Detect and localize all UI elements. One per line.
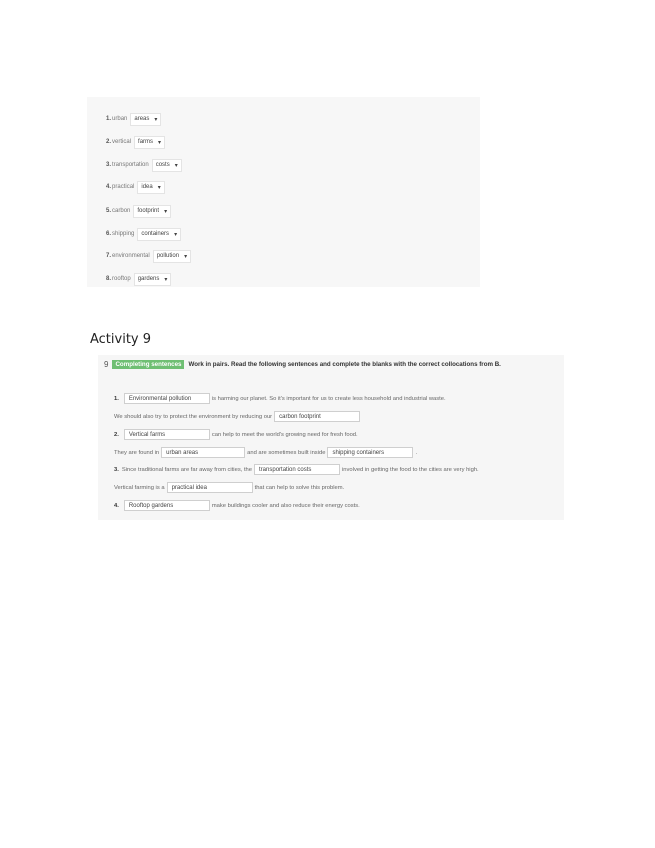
item-number: 3. [106,162,112,168]
answer-select[interactable] [152,159,182,172]
answer-select[interactable] [153,250,191,263]
item-label: practical [112,184,135,190]
chevron-down-icon: ▾ [164,276,168,283]
answer-select[interactable] [137,228,181,241]
item-label: rooftop [112,276,131,282]
selected-value: pollution [156,253,180,259]
sentence-text: make buildings cooler and also reduce their energy costs. [211,502,360,509]
activity-heading: Activity 9 [90,332,152,347]
sentence-text: They are found in [114,449,160,456]
selected-value: footprint [137,208,160,214]
sentence-text: involved in getting the food to the cities are very high. [342,466,479,473]
exercise-header [104,360,501,369]
exercise-number: 9 [104,360,109,369]
selected-value: farms [138,139,154,145]
item-label: shipping [112,231,135,237]
item-number: 1. [106,116,112,122]
sentence-number: 4. [114,502,119,509]
answer-field[interactable]: Environmental pollution [124,393,210,404]
chevron-down-icon: ▾ [154,116,158,123]
answer-field[interactable]: practical idea [167,482,253,493]
sentence-number: 1. [114,395,119,402]
answer-field[interactable]: carbon footprint [274,411,360,422]
chevron-down-icon: ▾ [157,184,161,191]
sentence-text: that can help to solve this problem. [254,484,345,491]
item-label: vertical [112,139,132,145]
sentence-1 [114,393,446,404]
list-item [106,204,171,218]
item-number: 4. [106,184,112,190]
answer-select[interactable] [134,273,172,286]
selected-value: containers [141,231,170,237]
sentence-number: 3. [114,466,119,473]
selected-value: costs [155,162,170,168]
answer-field[interactable]: Rooftop gardens [124,500,210,511]
sentence-2b [114,447,417,458]
sentence-text: can help to meet the world's growing need for fresh food. [211,431,358,438]
list-item [106,112,161,126]
chevron-down-icon: ▾ [184,253,188,260]
item-number: 7. [106,253,112,259]
item-number: 6. [106,231,112,237]
item-label: carbon [112,208,131,214]
list-item [106,249,191,263]
answer-field[interactable]: shipping containers [327,447,413,458]
item-number: 8. [106,276,112,282]
list-item [106,227,181,241]
answer-select[interactable] [134,136,165,149]
list-item [106,272,171,286]
selected-value: areas [134,116,150,122]
item-label: urban [112,116,128,122]
list-item [106,158,182,172]
item-number: 2. [106,139,112,145]
sentence-2 [114,429,358,440]
item-label: transportation [112,162,149,168]
sentence-text: We should also try to protect the environment by reducing our [114,413,273,420]
sentence-text: . [415,449,418,456]
sentence-3b [114,482,344,493]
chevron-down-icon: ▾ [174,162,178,169]
sentence-4 [114,500,360,511]
collocation-rows [87,97,480,287]
sentence-number: 2. [114,431,119,438]
sentence-text: Since traditional farms are far away from cities, the [121,466,253,473]
answer-select[interactable] [137,181,164,194]
sentence-text: is harming our planet. So it's important for us to create less household and industrial waste. [211,395,446,402]
sentence-text: and are sometimes built inside [247,449,326,456]
answer-field[interactable]: Vertical farms [124,429,210,440]
item-number: 5. [106,208,112,214]
selected-value: idea [141,184,153,190]
sentence-text: Vertical farming is a [114,484,165,491]
sentence-3 [114,464,479,475]
selected-value: gardens [137,276,160,282]
answer-field[interactable]: transportation costs [254,464,340,475]
chevron-down-icon: ▾ [158,139,162,146]
exercise-tag: Completing sentences [112,360,184,369]
chevron-down-icon: ▾ [174,231,178,238]
answer-select[interactable] [133,205,171,218]
answer-select[interactable] [130,113,161,126]
answer-field[interactable]: urban areas [161,447,245,458]
list-item [106,180,165,194]
item-label: environmental [112,253,150,259]
completing-sentences-panel [98,355,564,520]
exercise-instruction: Work in pairs. Read the following sentences and complete the blanks with the correct collocations from B. [188,361,501,368]
list-item [106,135,165,149]
sentence-1b [114,411,362,422]
chevron-down-icon: ▾ [164,208,168,215]
